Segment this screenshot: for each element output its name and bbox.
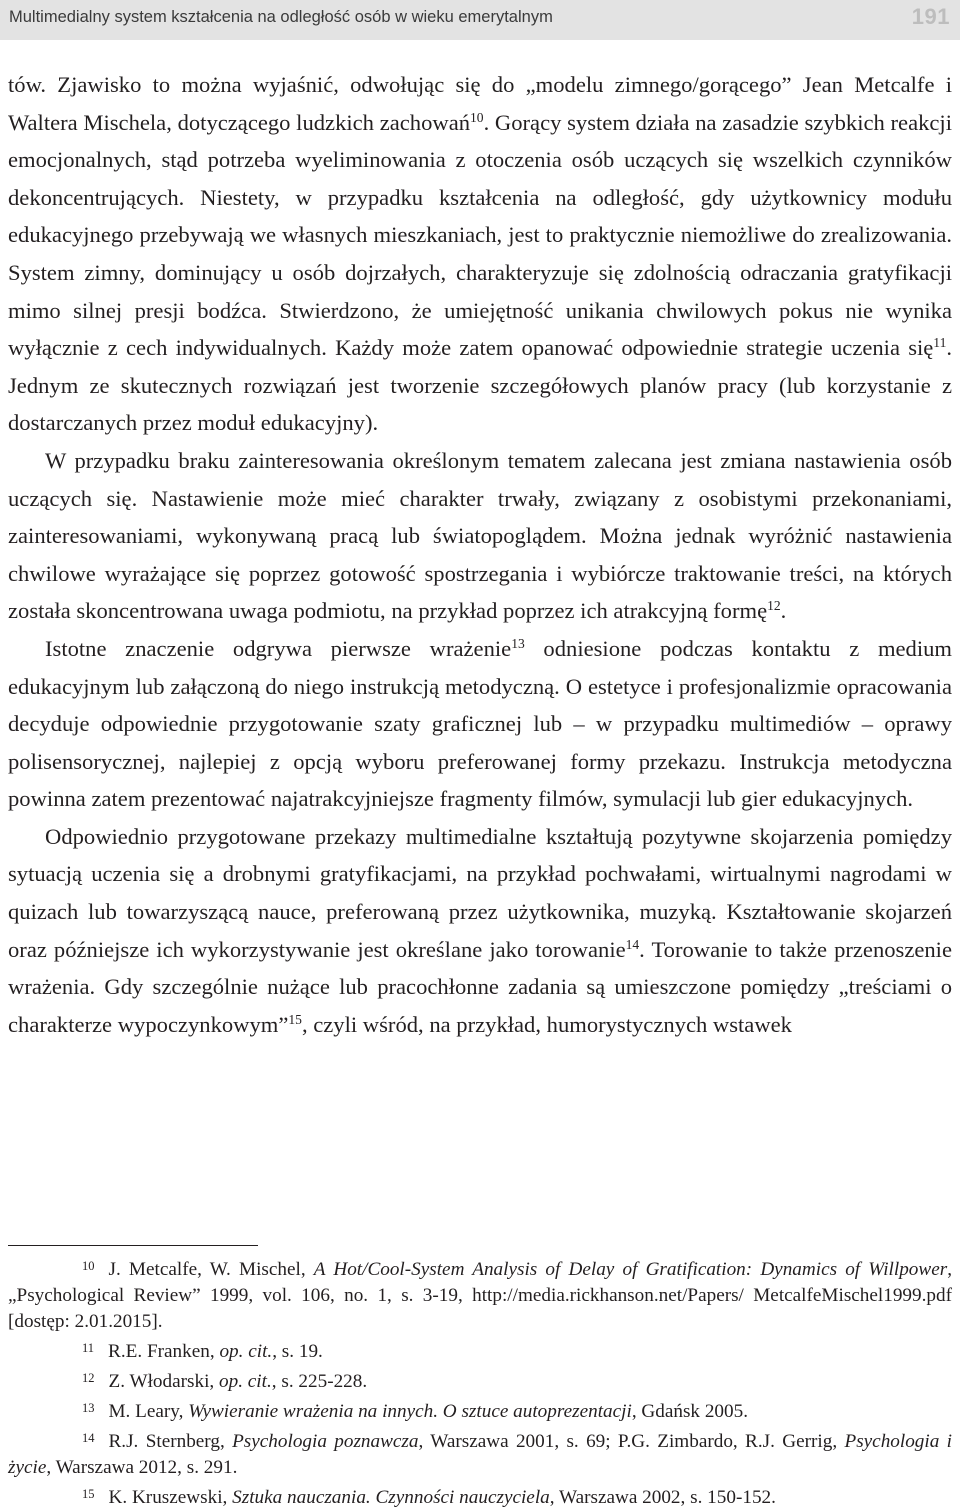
footnote-text: , Gdańsk 2005.	[631, 1401, 748, 1422]
text-run: . Torowanie to także przenoszenie wrażenia. Gdy szczególnie nużące lub pracochłonne zadania są umieszczone pomiędzy „treściami o charakterze wypoczynkowym”	[8, 936, 952, 1037]
footnote-15	[8, 1481, 952, 1511]
footnote-text: , Warszawa 2002, s. 150-152.	[549, 1487, 776, 1508]
footnote-ref-10[interactable]: 10	[470, 109, 484, 125]
footnote-11	[8, 1335, 952, 1365]
footnote-12	[8, 1365, 952, 1395]
paragraph-4	[8, 818, 952, 1044]
running-header	[0, 0, 960, 40]
footnote-text: , s. 225-228.	[271, 1371, 368, 1392]
footnote-number: 14	[82, 1431, 95, 1445]
footnote-number: 15	[82, 1487, 95, 1501]
footnote-number: 11	[82, 1341, 95, 1355]
footnote-text: , „Psychological Review” 1999, vol. 106, no. 1, s. 3-19, http://media.rickhanson.net/Papers/ MetcalfeMischel1999.pdf [dostęp: 2.01.2015].	[8, 1259, 952, 1332]
paragraph-3	[8, 630, 952, 818]
text-run: W przypadku braku zainteresowania określonym tematem zalecana jest zmiana nastawienia osób uczących się. Nastawienie może mieć charakter trwały, związany z osobistymi przekonaniami, zainteresowaniami, wykonywaną pracą lub światopoglądem. Można jednak wyróżnić nastawienia chwilowe wyrażające się poprzez gotowość spostrzegania i wybiórcze traktowanie treści, na których została skoncentrowana uwaga podmiotu, na przykład poprzez ich atrakcyjną formę	[8, 447, 952, 624]
text-run: . Jednym ze skutecznych rozwiązań jest tworzenie szczegółowych planów pracy (lub korzystanie z dostarczanych przez moduł edukacyjny).	[8, 335, 952, 436]
footnote-ref-15[interactable]: 15	[288, 1011, 302, 1027]
footnote-text: Z. Włodarski,	[108, 1371, 219, 1392]
footnote-number: 10	[82, 1259, 95, 1273]
footnotes	[8, 1253, 952, 1511]
paragraph-2	[8, 442, 952, 630]
footnote-text: K. Kruszewski,	[108, 1487, 233, 1508]
paragraph-1	[8, 66, 952, 442]
footnote-title: Psychologia i życie	[8, 1431, 952, 1478]
footnote-ref-12[interactable]: 12	[767, 598, 781, 614]
footnote-title: Wywieranie wrażenia na innych. O sztuce autoprezentacji	[188, 1401, 632, 1422]
footnote-10	[8, 1253, 952, 1335]
text-run: odniesione podczas kontaktu z medium edukacyjnym lub załączoną do niego instrukcją metodyczną. O estetyce i profesjonalizmie opracowania decyduje odpowiednie przygotowanie szaty graficznej lub – w przypadku multimediów – oprawy polisensorycznej, najlepiej z opcją wyboru preferowanej formy przekazu. Instrukcja metodyczna powinna zatem prezentować najatrakcyjniejsze fragmenty filmów, symulacji lub gier edukacyjnych.	[8, 635, 952, 812]
page-number: 191	[911, 4, 950, 29]
footnote-number: 13	[82, 1401, 95, 1415]
footnote-title: A Hot/Cool-System Analysis of Delay of Gratification: Dynamics of Willpower	[313, 1259, 948, 1280]
footnote-text: , Warszawa 2001, s. 69; P.G. Zimbardo, R.J. Gerrig,	[418, 1431, 845, 1452]
footnote-number: 12	[82, 1371, 95, 1385]
footnote-text: R.J. Sternberg,	[108, 1431, 233, 1452]
footnote-13	[8, 1395, 952, 1425]
text-run: , czyli wśród, na przykład, humorystycznych wstawek	[301, 1011, 792, 1037]
footnote-title: op. cit.	[219, 1371, 272, 1392]
footnote-ref-14[interactable]: 14	[625, 936, 640, 952]
text-run: . Gorący system działa na zasadzie szybkich reakcji emocjonalnych, stąd potrzeba wyeliminowania z otoczenia osób uczących się wszelkich czynników dekoncentrujących. Niestety, w przypadku kształcenia na odległość, gdy użytkownicy modułu edukacyjnego przebywają we własnych mieszkaniach, jest to praktycznie niemożliwe do zrealizowania. System zimny, dominujący u osób dojrzałych, charakteryzuje się zdolnością odraczania gratyfikacji mimo silnej presji bodźca. Stwierdzono, że umiejętność unikania chwilowych pokus nie wynika wyłącznie z cech indywidualnych. Każdy może zatem opanować odpowiednie strategie uczenia się	[8, 109, 952, 361]
text-run: Istotne znaczenie odgrywa pierwsze wrażenie	[45, 635, 512, 661]
footnote-text: , s. 19.	[272, 1341, 323, 1362]
main-text	[8, 66, 952, 1043]
footnote-ref-11[interactable]: 11	[933, 335, 947, 351]
footnote-title: op. cit.	[219, 1341, 273, 1362]
text-run: tów. Zjawisko to można wyjaśnić, odwołując się do „modelu zimnego/gorącego” Jean Metcalfe i Waltera Mischela, dotyczącego ludzkich zachowań	[8, 72, 952, 135]
footnote-separator	[8, 1245, 258, 1246]
footnote-ref-13[interactable]: 13	[511, 635, 525, 651]
footnote-title: Sztuka nauczania. Czynności nauczyciela	[232, 1487, 550, 1508]
footnote-text: M. Leary,	[108, 1401, 189, 1422]
text-run: Odpowiednio przygotowane przekazy multimedialne kształtują pozytywne skojarzenia pomiędzy sytuacją uczenia się a drobnymi gratyfikacjami, na przykład pochwałami, wirtualnymi nagrodami w quizach lub towarzyszącą nauce, preferowaną przez użytkownika, muzyką. Kształtowanie skojarzeń oraz późniejsze ich wykorzystywanie jest określane jako torowanie	[8, 823, 952, 962]
footnote-text: R.E. Franken,	[108, 1341, 220, 1362]
running-header-title: Multimedialny system kształcenia na odległość osób w wieku emerytalnym	[9, 8, 553, 26]
footnote-text: J. Metcalfe, W. Mischel,	[108, 1259, 314, 1280]
text-run: .	[780, 598, 787, 624]
footnote-title: Psychologia poznawcza	[232, 1431, 419, 1452]
footnote-14	[8, 1425, 952, 1481]
footnote-text: , Warszawa 2012, s. 291.	[46, 1457, 238, 1478]
